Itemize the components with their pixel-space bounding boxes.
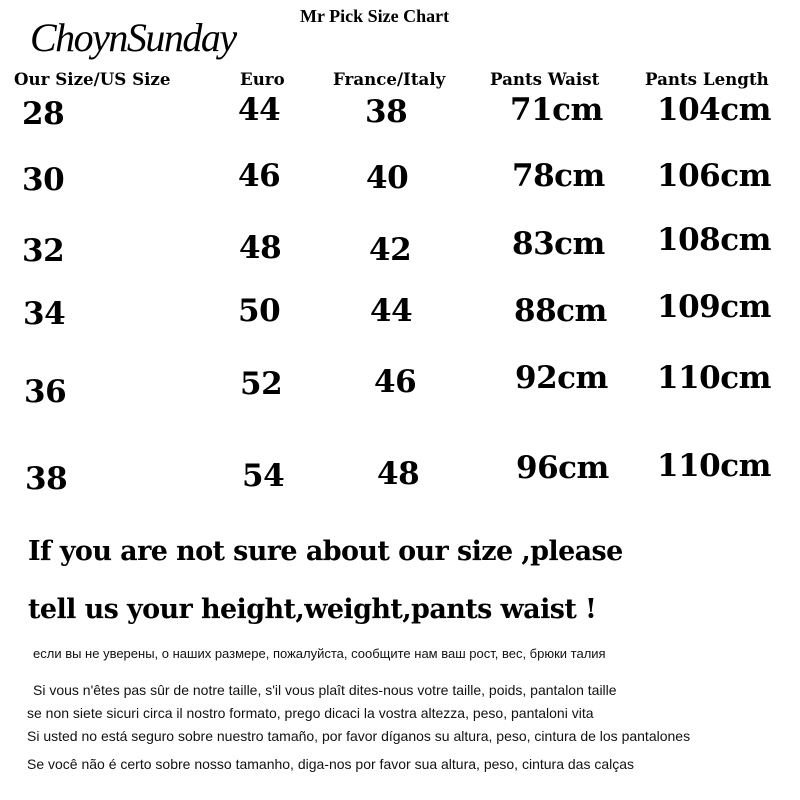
cell-pants-waist: 88cm [514,293,607,329]
cell-us-size: 36 [24,374,67,410]
cell-pants-waist: 96cm [516,450,609,486]
cell-euro: 48 [239,230,282,266]
cell-france-italy: 46 [374,364,417,400]
cell-pants-length: 104cm [657,92,771,128]
brand-logo: ChoynSunday [30,15,236,60]
note-spanish: Si usted no está seguro sobre nuestro tamaño, por favor díganos su altura, peso, cintura de los pantalones [27,728,691,744]
size-help-headline-1: If you are not sure about our size ,please [28,536,623,567]
cell-euro: 52 [240,366,283,402]
cell-france-italy: 48 [377,456,420,492]
header-france-italy: France/Italy [333,70,446,90]
cell-france-italy: 42 [369,232,412,268]
size-chart-title: Mr Pick Size Chart [300,6,450,26]
note-portuguese: Se você não é certo sobre nosso tamanho, diga-nos por favor sua altura, peso, cintura das calças [27,756,635,772]
cell-us-size: 32 [22,233,65,269]
note-french: Si vous n'êtes pas sûr de notre taille, s'il vous plaît dites-nous votre taille, poids, pantalon taille [33,682,617,698]
cell-pants-waist: 83cm [512,226,605,262]
cell-pants-length: 108cm [657,222,771,258]
header-us-size: Our Size/US Size [14,70,171,90]
cell-pants-waist: 92cm [515,360,608,396]
cell-pants-waist: 78cm [512,158,605,194]
cell-pants-length: 110cm [657,448,771,484]
note-russian: если вы не уверены, о наших размере, пожалуйста, сообщите нам ваш рост, вес, брюки талия [33,646,606,661]
cell-us-size: 34 [23,296,66,332]
cell-us-size: 38 [25,461,68,497]
cell-euro: 50 [238,293,281,329]
cell-france-italy: 44 [370,293,413,329]
cell-pants-length: 110cm [657,360,771,396]
header-pants-waist: Pants Waist [490,70,600,90]
cell-pants-length: 109cm [657,289,771,325]
cell-euro: 46 [238,158,281,194]
header-pants-length: Pants Length [645,70,769,90]
note-italian: se non siete sicuri circa il nostro formato, prego dicaci la vostra altezza, peso, pantaloni vita [27,705,594,721]
cell-us-size: 28 [22,96,65,132]
header-euro: Euro [240,70,285,90]
cell-france-italy: 38 [365,94,408,130]
cell-euro: 54 [242,458,285,494]
size-help-headline-2: tell us your height,weight,pants waist ! [28,594,597,625]
cell-france-italy: 40 [366,160,409,196]
cell-euro: 44 [238,92,281,128]
cell-us-size: 30 [22,162,65,198]
cell-pants-waist: 71cm [510,92,603,128]
cell-pants-length: 106cm [657,158,771,194]
